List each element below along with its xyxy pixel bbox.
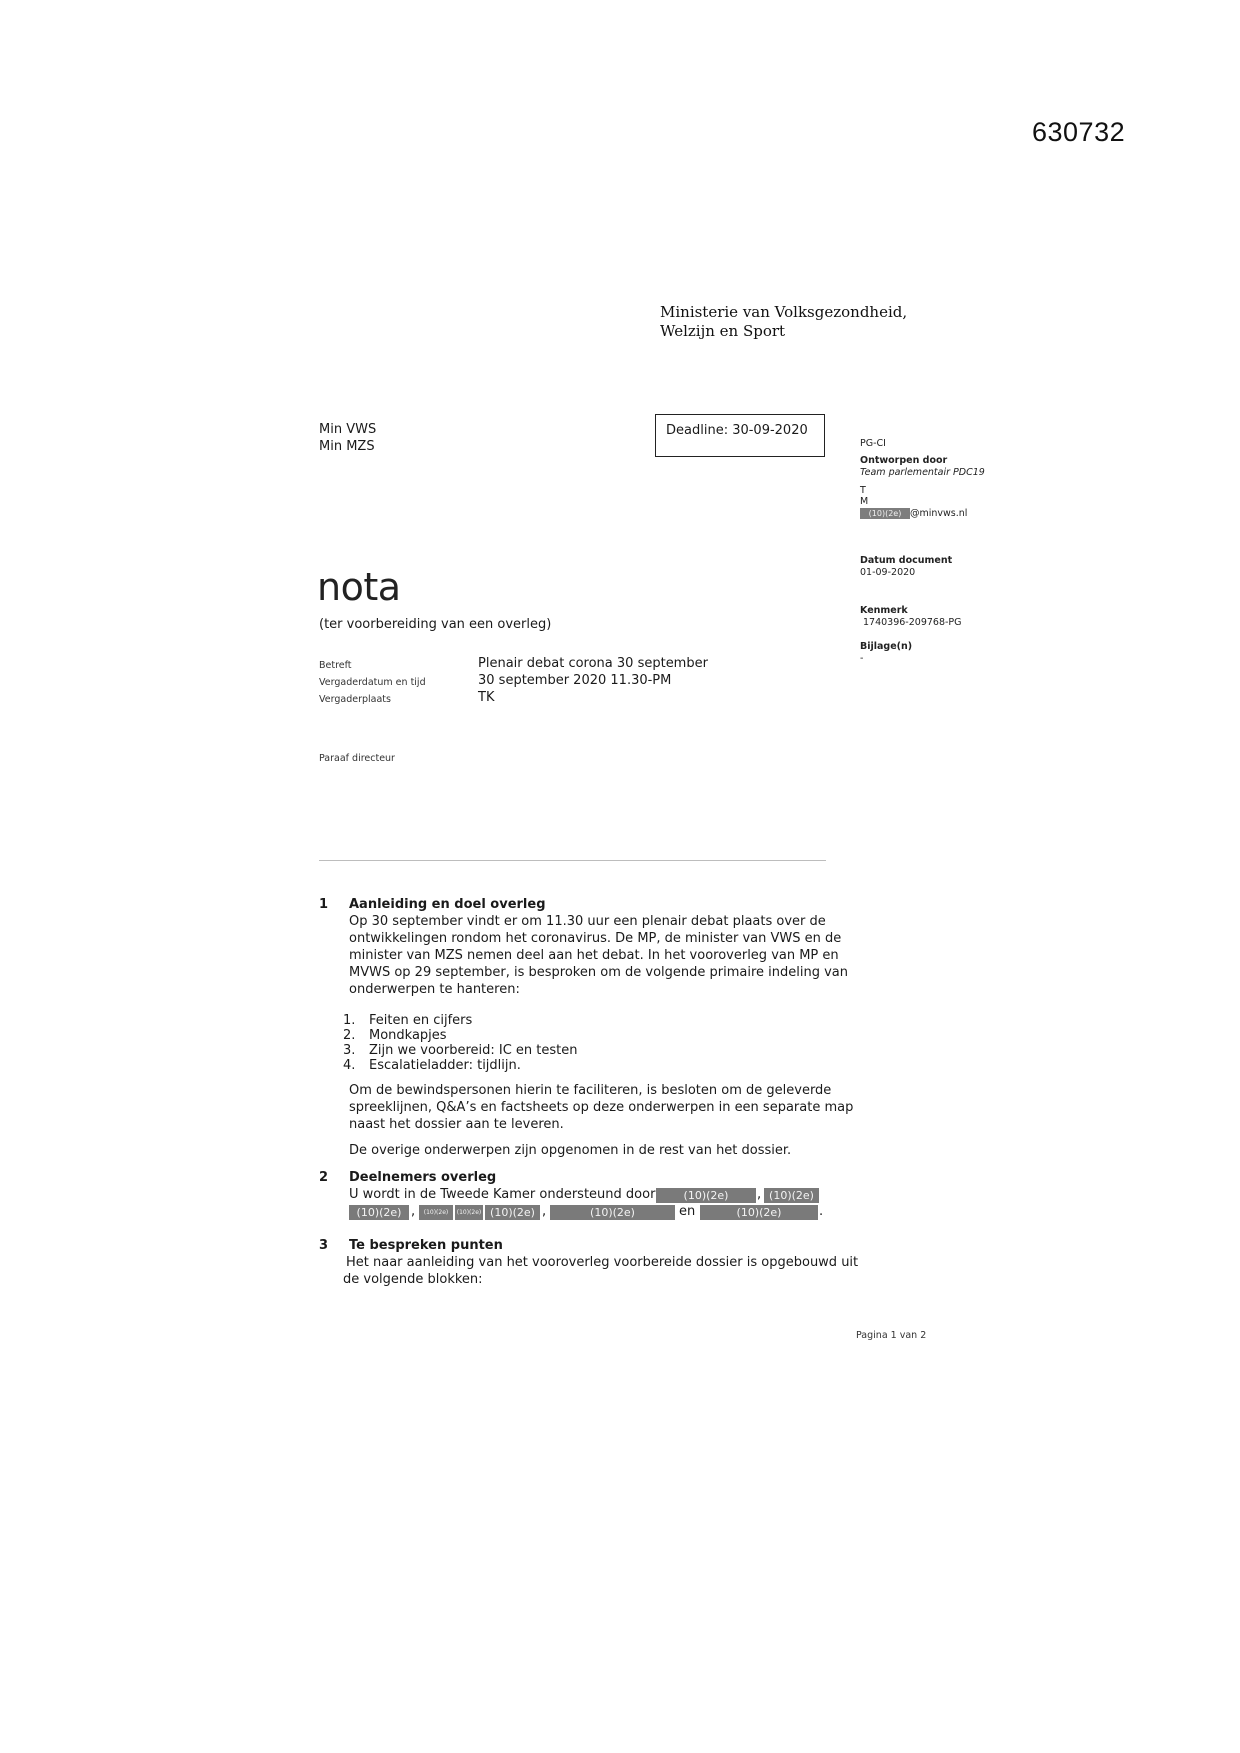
list-text: Feiten en cijfers	[369, 1013, 473, 1028]
reference-value: 1740396-209768-PG	[863, 617, 962, 628]
redaction-box: (10)(2e)	[656, 1188, 756, 1203]
redaction-box: (10)(2e)	[485, 1205, 540, 1220]
section-number: 1	[319, 897, 329, 912]
phone-label: T	[860, 485, 866, 496]
list-text: Escalatieladder: tijdlijn.	[369, 1058, 521, 1073]
redaction-box: (10)(2e)	[700, 1205, 818, 1220]
ministry-logo-text	[660, 303, 907, 341]
list-item	[343, 1013, 578, 1028]
email-line	[860, 508, 967, 520]
list-number: 2.	[343, 1028, 356, 1043]
topic-list	[343, 1013, 578, 1073]
datetime-label: Vergaderdatum en tijd	[319, 677, 426, 688]
redaction-box: (10)(2e)	[349, 1205, 409, 1220]
designed-by-label: Ontworpen door	[860, 455, 948, 466]
participants-text: U wordt in de Tweede Kamer ondersteund door	[349, 1187, 656, 1202]
section-1-intro	[349, 913, 869, 998]
redaction-box: (10)(2e)	[860, 508, 910, 519]
list-text: Mondkapjes	[369, 1028, 447, 1043]
section-number: 3	[319, 1238, 329, 1253]
reference-label: Kenmerk	[860, 605, 908, 616]
page-number: Pagina 1 van 2	[856, 1330, 927, 1341]
list-item	[343, 1058, 578, 1073]
section-heading: Te bespreken punten	[349, 1238, 503, 1253]
recipients	[319, 421, 376, 455]
comma: ,	[757, 1187, 762, 1202]
list-number: 4.	[343, 1058, 356, 1073]
list-text: Zijn we voorbereid: IC en testen	[369, 1043, 578, 1058]
paraaf-director: Paraaf directeur	[319, 753, 395, 764]
and-text: en	[679, 1204, 696, 1219]
mobile-label: M	[860, 496, 869, 507]
text-line: Het naar aanleiding van het vooroverleg voorbereide dossier is opgebouwd uit	[346, 1255, 859, 1270]
date-label: Datum document	[860, 555, 953, 566]
deadline-box: Deadline: 30-09-2020	[655, 414, 825, 457]
redaction-box: (10)(2e)	[455, 1205, 483, 1220]
divider	[319, 860, 826, 861]
ministry-line-2: Welzijn en Sport	[660, 322, 786, 340]
section-heading: Aanleiding en doel overleg	[349, 897, 546, 912]
attachments-value: -	[860, 653, 864, 664]
text-line: ontwikkelingen rondom het coronavirus. De MP, de minister van VWS en de	[349, 931, 842, 946]
list-number: 1.	[343, 1013, 356, 1028]
document-title: nota	[317, 565, 401, 609]
redaction-box: (10)(2e)	[764, 1188, 819, 1203]
subject-label: Betreft	[319, 660, 352, 671]
email-domain: @minvws.nl	[910, 508, 968, 519]
list-number: 3.	[343, 1043, 356, 1058]
comma: ,	[542, 1204, 547, 1219]
attachments-label: Bijlage(n)	[860, 641, 913, 652]
section-number: 2	[319, 1170, 329, 1185]
period: .	[819, 1204, 824, 1219]
text-line: de volgende blokken:	[343, 1272, 483, 1287]
text-line: Om de bewindspersonen hierin te faciliteren, is besloten om de geleverde	[349, 1083, 832, 1098]
text-line: spreeklijnen, Q&A’s en factsheets op deze onderwerpen in een separate map	[349, 1100, 854, 1115]
place-value: TK	[478, 690, 495, 705]
redaction-box: (10)(2e)	[419, 1205, 453, 1220]
text-line: minister van MZS nemen deel aan het debat. In het vooroverleg van MP en	[349, 948, 839, 963]
section-heading: Deelnemers overleg	[349, 1170, 497, 1185]
ministry-line-1: Ministerie van Volksgezondheid,	[660, 303, 908, 321]
date-value: 01-09-2020	[860, 567, 916, 578]
section-1-paragraph-2	[349, 1082, 869, 1133]
designed-by-value: Team parlementair PDC19	[860, 467, 985, 478]
subject-value: Plenair debat corona 30 september	[478, 656, 708, 671]
document-number: 630732	[1032, 117, 1126, 147]
redaction-box: (10)(2e)	[550, 1205, 675, 1220]
recipient: Min VWS	[319, 422, 377, 437]
place-label: Vergaderplaats	[319, 694, 391, 705]
comma: ,	[411, 1204, 416, 1219]
datetime-value: 30 september 2020 11.30-PM	[478, 673, 672, 688]
section-3-text	[343, 1254, 866, 1288]
text-line: onderwerpen te hanteren:	[349, 982, 520, 997]
text-line: naast het dossier aan te leveren.	[349, 1117, 564, 1132]
document-subtitle: (ter voorbereiding van een overleg)	[319, 617, 552, 632]
section-1-paragraph-3	[349, 1142, 869, 1159]
recipient: Min MZS	[319, 439, 375, 454]
list-item	[343, 1043, 578, 1058]
department: PG-CI	[860, 438, 886, 449]
text-line: Op 30 september vindt er om 11.30 uur een plenair debat plaats over de	[349, 914, 826, 929]
list-item	[343, 1028, 578, 1043]
text-line: MVWS op 29 september, is besproken om de volgende primaire indeling van	[349, 965, 848, 980]
text-line: De overige onderwerpen zijn opgenomen in de rest van het dossier.	[349, 1143, 792, 1158]
